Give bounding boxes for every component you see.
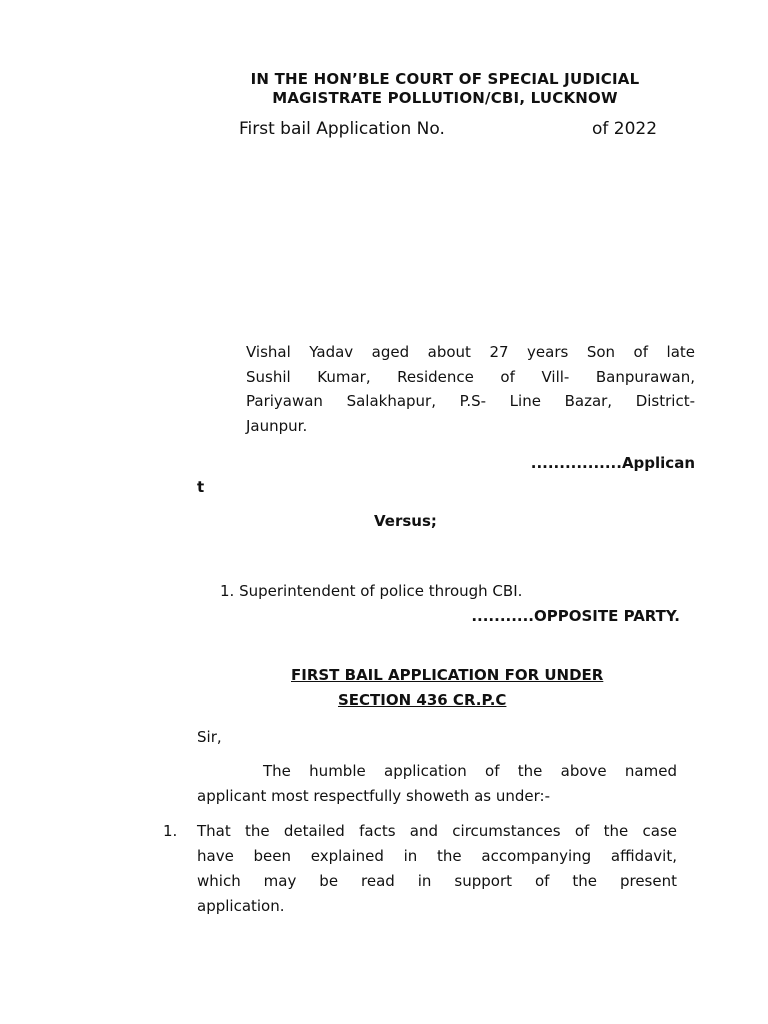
point-1-line-1: That the detailed facts and circumstances of the case	[197, 822, 677, 840]
application-number-label: First bail Application No.	[239, 119, 445, 139]
applicant-line-2: Sushil Kumar, Residence of Vill- Banpurawan,	[246, 367, 695, 386]
point-1-line-2: have been explained in the accompanying affidavit,	[197, 847, 677, 865]
application-heading-line-2: SECTION 436 CR.P.C	[338, 691, 507, 709]
court-title	[200, 70, 690, 108]
point-1-line-4: application.	[197, 897, 285, 915]
point-number: 1.	[163, 822, 178, 840]
intro-line-2: applicant most respectfully showeth as under:-	[197, 787, 551, 805]
application-heading-line-1: FIRST BAIL APPLICATION FOR UNDER	[291, 666, 604, 684]
applicant-line-1: Vishal Yadav aged about 27 years Son of late	[246, 343, 695, 361]
court-title-line-1: IN THE HON’BLE COURT OF SPECIAL JUDICIAL	[250, 70, 640, 88]
respondent-item: 1. Superintendent of police through CBI.	[220, 582, 523, 600]
applicant-details	[246, 340, 695, 438]
point-1-line-3: which may be read in support of the present	[197, 872, 677, 890]
applicant-line-4: Jaunpur.	[246, 416, 308, 435]
court-title-line-2: MAGISTRATE POLLUTION/CBI, LUCKNOW	[272, 89, 618, 107]
versus-label: Versus;	[374, 512, 437, 530]
salutation: Sir,	[197, 728, 222, 746]
applicant-tag-wrap: t	[197, 478, 205, 496]
intro-line-1: The humble application of the above named	[263, 762, 677, 780]
opposite-party-tag: ...........OPPOSITE PARTY.	[471, 607, 680, 625]
applicant-line-3: Pariyawan Salakhapur, P.S- Line Bazar, District-	[246, 392, 695, 410]
intro-paragraph	[197, 759, 677, 809]
point-1-text	[197, 819, 677, 919]
application-year: of 2022	[592, 119, 658, 139]
applicant-tag: ................Applican	[530, 454, 695, 472]
